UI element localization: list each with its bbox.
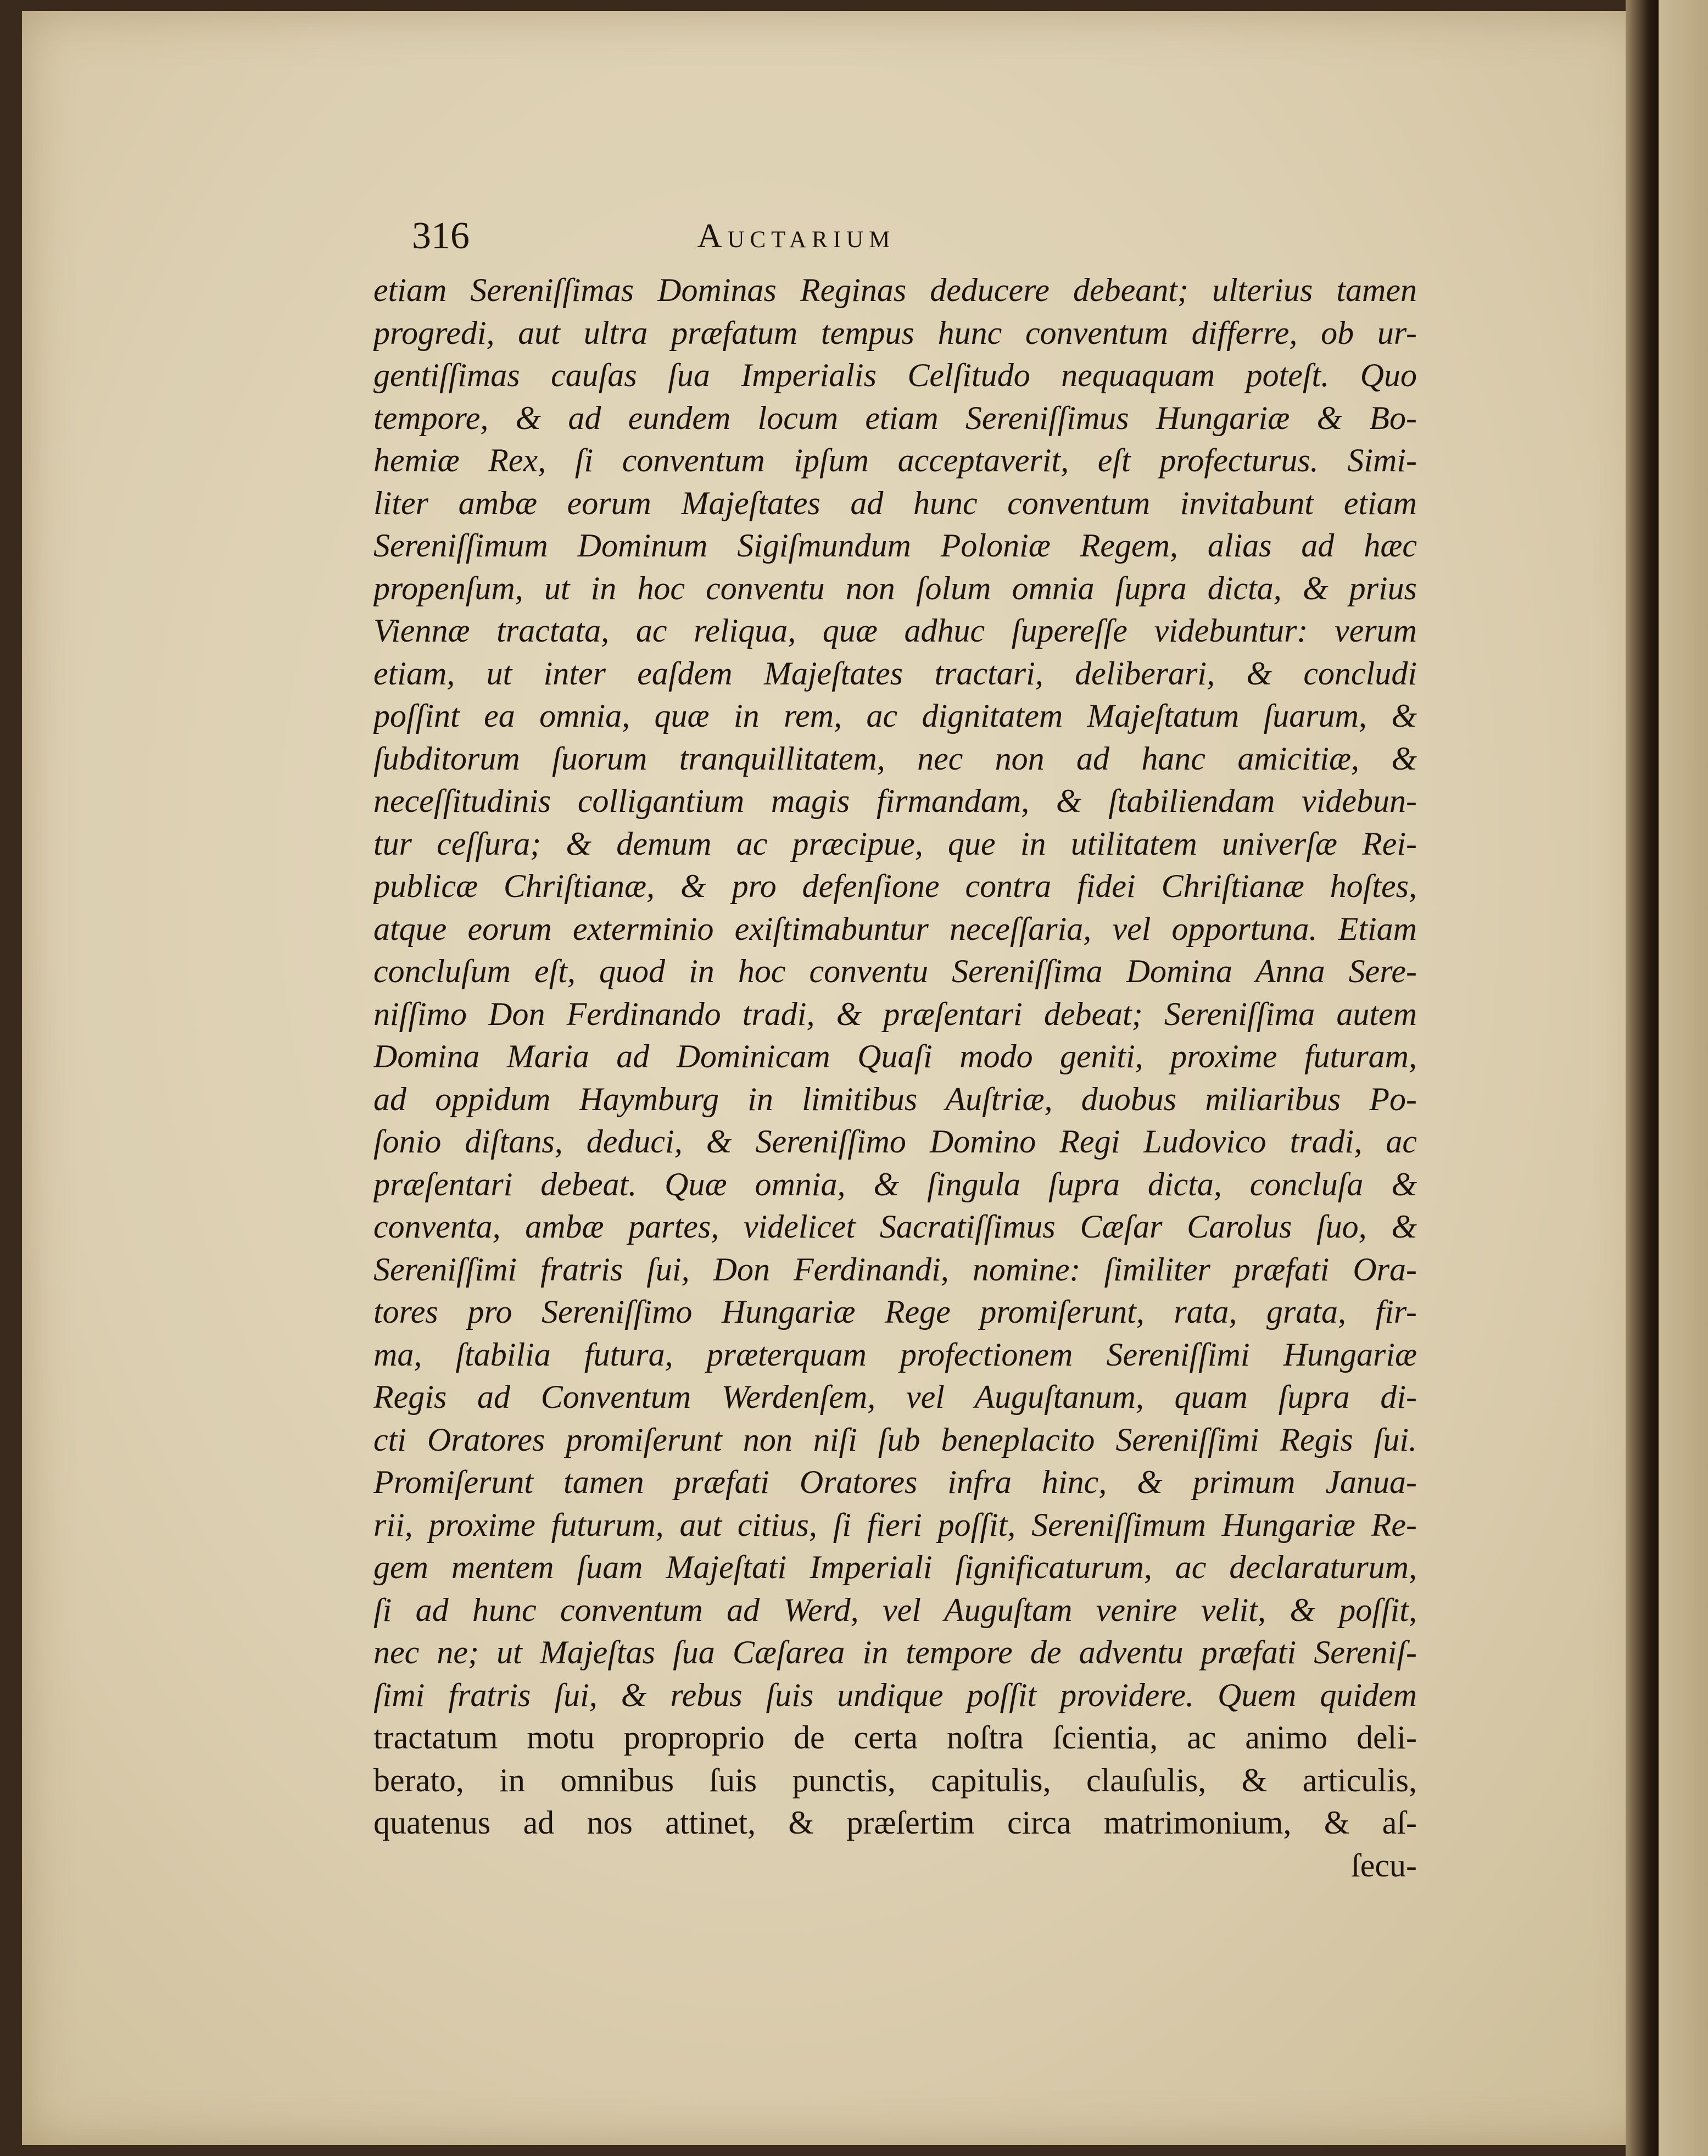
text-line: gentiſſimas cauſas ſua Imperialis Celſitudo nequaquam poteſt. Quo	[373, 357, 1417, 393]
catchword: ſecu-	[1351, 1847, 1417, 1884]
text-line: nec ne; ut Majeſtas ſua Cæſarea in tempore de adventu præfati Sereniſ-	[373, 1634, 1417, 1670]
text-line: etiam Sereniſſimas Dominas Reginas deducere debeant; ulterius tamen	[373, 272, 1417, 308]
body-text	[373, 269, 1417, 1887]
text-line: cti Oratores promiſerunt non niſi ſub beneplacito Sereniſſimi Regis ſui.	[373, 1421, 1417, 1458]
text-line: poſſint ea omnia, quæ in rem, ac dignitatem Majeſtatum ſuarum, &	[373, 698, 1417, 734]
text-line: atque eorum exterminio exiſtimabuntur neceſſaria, vel opportuna. Etiam	[373, 910, 1417, 947]
text-line: propenſum, ut in hoc conventu non ſolum omnia ſupra dicta, & prius	[373, 570, 1417, 606]
text-line: quatenus ad nos attinet, & præſertim circa matrimonium, & aſ-	[373, 1804, 1417, 1841]
text-line: tores pro Sereniſſimo Hungariæ Rege promiſerunt, rata, grata, fir-	[373, 1294, 1417, 1330]
text-line: progredi, aut ultra præfatum tempus hunc conventum differre, ob ur-	[373, 314, 1417, 351]
text-line: conventa, ambæ partes, videlicet Sacratiſſimus Cæſar Carolus ſuo, &	[373, 1208, 1417, 1245]
text-line: tempore, & ad eundem locum etiam Sereniſſimus Hungariæ & Bo-	[373, 399, 1417, 436]
text-line: Sereniſſimi fratris ſui, Don Ferdinandi, nomine: ſimiliter præfati Ora-	[373, 1251, 1417, 1288]
text-line: præſentari debeat. Quæ omnia, & ſingula ſupra dicta, concluſa &	[373, 1166, 1417, 1202]
text-line: ſubditorum ſuorum tranquillitatem, nec non ad hanc amicitiæ, &	[373, 740, 1417, 777]
text-line: neceſſitudinis colligantium magis firmandam, & ſtabiliendam videbun-	[373, 783, 1417, 819]
text-line: etiam, ut inter eaſdem Majeſtates tractari, deliberari, & concludi	[373, 655, 1417, 692]
text-line: Promiſerunt tamen præfati Oratores infra hinc, & primum Janua-	[373, 1464, 1417, 1500]
text-line: Domina Maria ad Dominicam Quaſi modo geniti, proxime futuram,	[373, 1038, 1417, 1074]
text-line: Sereniſſimum Dominum Sigiſmundum Poloniæ Regem, alias ad hæc	[373, 527, 1417, 564]
facing-page-edge	[1659, 0, 1708, 2156]
text-line: tur ceſſura; & demum ac præcipue, que in utilitatem univerſæ Rei-	[373, 825, 1417, 862]
text-line: ad oppidum Haymburg in limitibus Auſtriæ, duobus miliaribus Po-	[373, 1080, 1417, 1117]
text-line: Regis ad Conventum Werdenſem, vel Auguſtanum, quam ſupra di-	[373, 1379, 1417, 1415]
running-title: Auctarium	[697, 218, 896, 255]
text-line: tractatum motu proproprio de certa noſtra ſcientia, ac animo deli-	[373, 1719, 1417, 1756]
page-number: 316	[412, 215, 470, 257]
text-line: concluſum eſt, quod in hoc conventu Sereniſſima Domina Anna Sere-	[373, 953, 1417, 989]
running-head	[412, 209, 1126, 264]
text-line: ſimi fratris ſui, & rebus ſuis undique poſſit providere. Quem quidem	[373, 1676, 1417, 1713]
book-gutter	[1626, 0, 1659, 2156]
text-line: ma, ſtabilia futura, præterquam profectionem Sereniſſimi Hungariæ	[373, 1336, 1417, 1373]
page-sheet	[22, 11, 1648, 2145]
text-line: ſonio diſtans, deduci, & Sereniſſimo Domino Regi Ludovico tradi, ac	[373, 1123, 1417, 1160]
text-line: publicæ Chriſtianæ, & pro defenſione contra fidei Chriſtianæ hoſtes,	[373, 868, 1417, 904]
text-line: berato, in omnibus ſuis punctis, capitulis, clauſulis, & articulis,	[373, 1762, 1417, 1798]
text-line: Viennæ tractata, ac reliqua, quæ adhuc ſupereſſe videbuntur: verum	[373, 612, 1417, 649]
text-line: ſi ad hunc conventum ad Werd, vel Auguſtam venire velit, & poſſit,	[373, 1591, 1417, 1628]
text-line: gem mentem ſuam Majeſtati Imperiali ſignificaturum, ac declaraturum,	[373, 1549, 1417, 1585]
text-line: niſſimo Don Ferdinando tradi, & præſentari debeat; Sereniſſima autem	[373, 995, 1417, 1032]
text-line: hemiæ Rex, ſi conventum ipſum acceptaverit, eſt profecturus. Simi-	[373, 442, 1417, 478]
text-line: liter ambæ eorum Majeſtates ad hunc conventum invitabunt etiam	[373, 484, 1417, 521]
text-line: rii, proxime futurum, aut citius, ſi fieri poſſit, Sereniſſimum Hungariæ Re-	[373, 1506, 1417, 1543]
